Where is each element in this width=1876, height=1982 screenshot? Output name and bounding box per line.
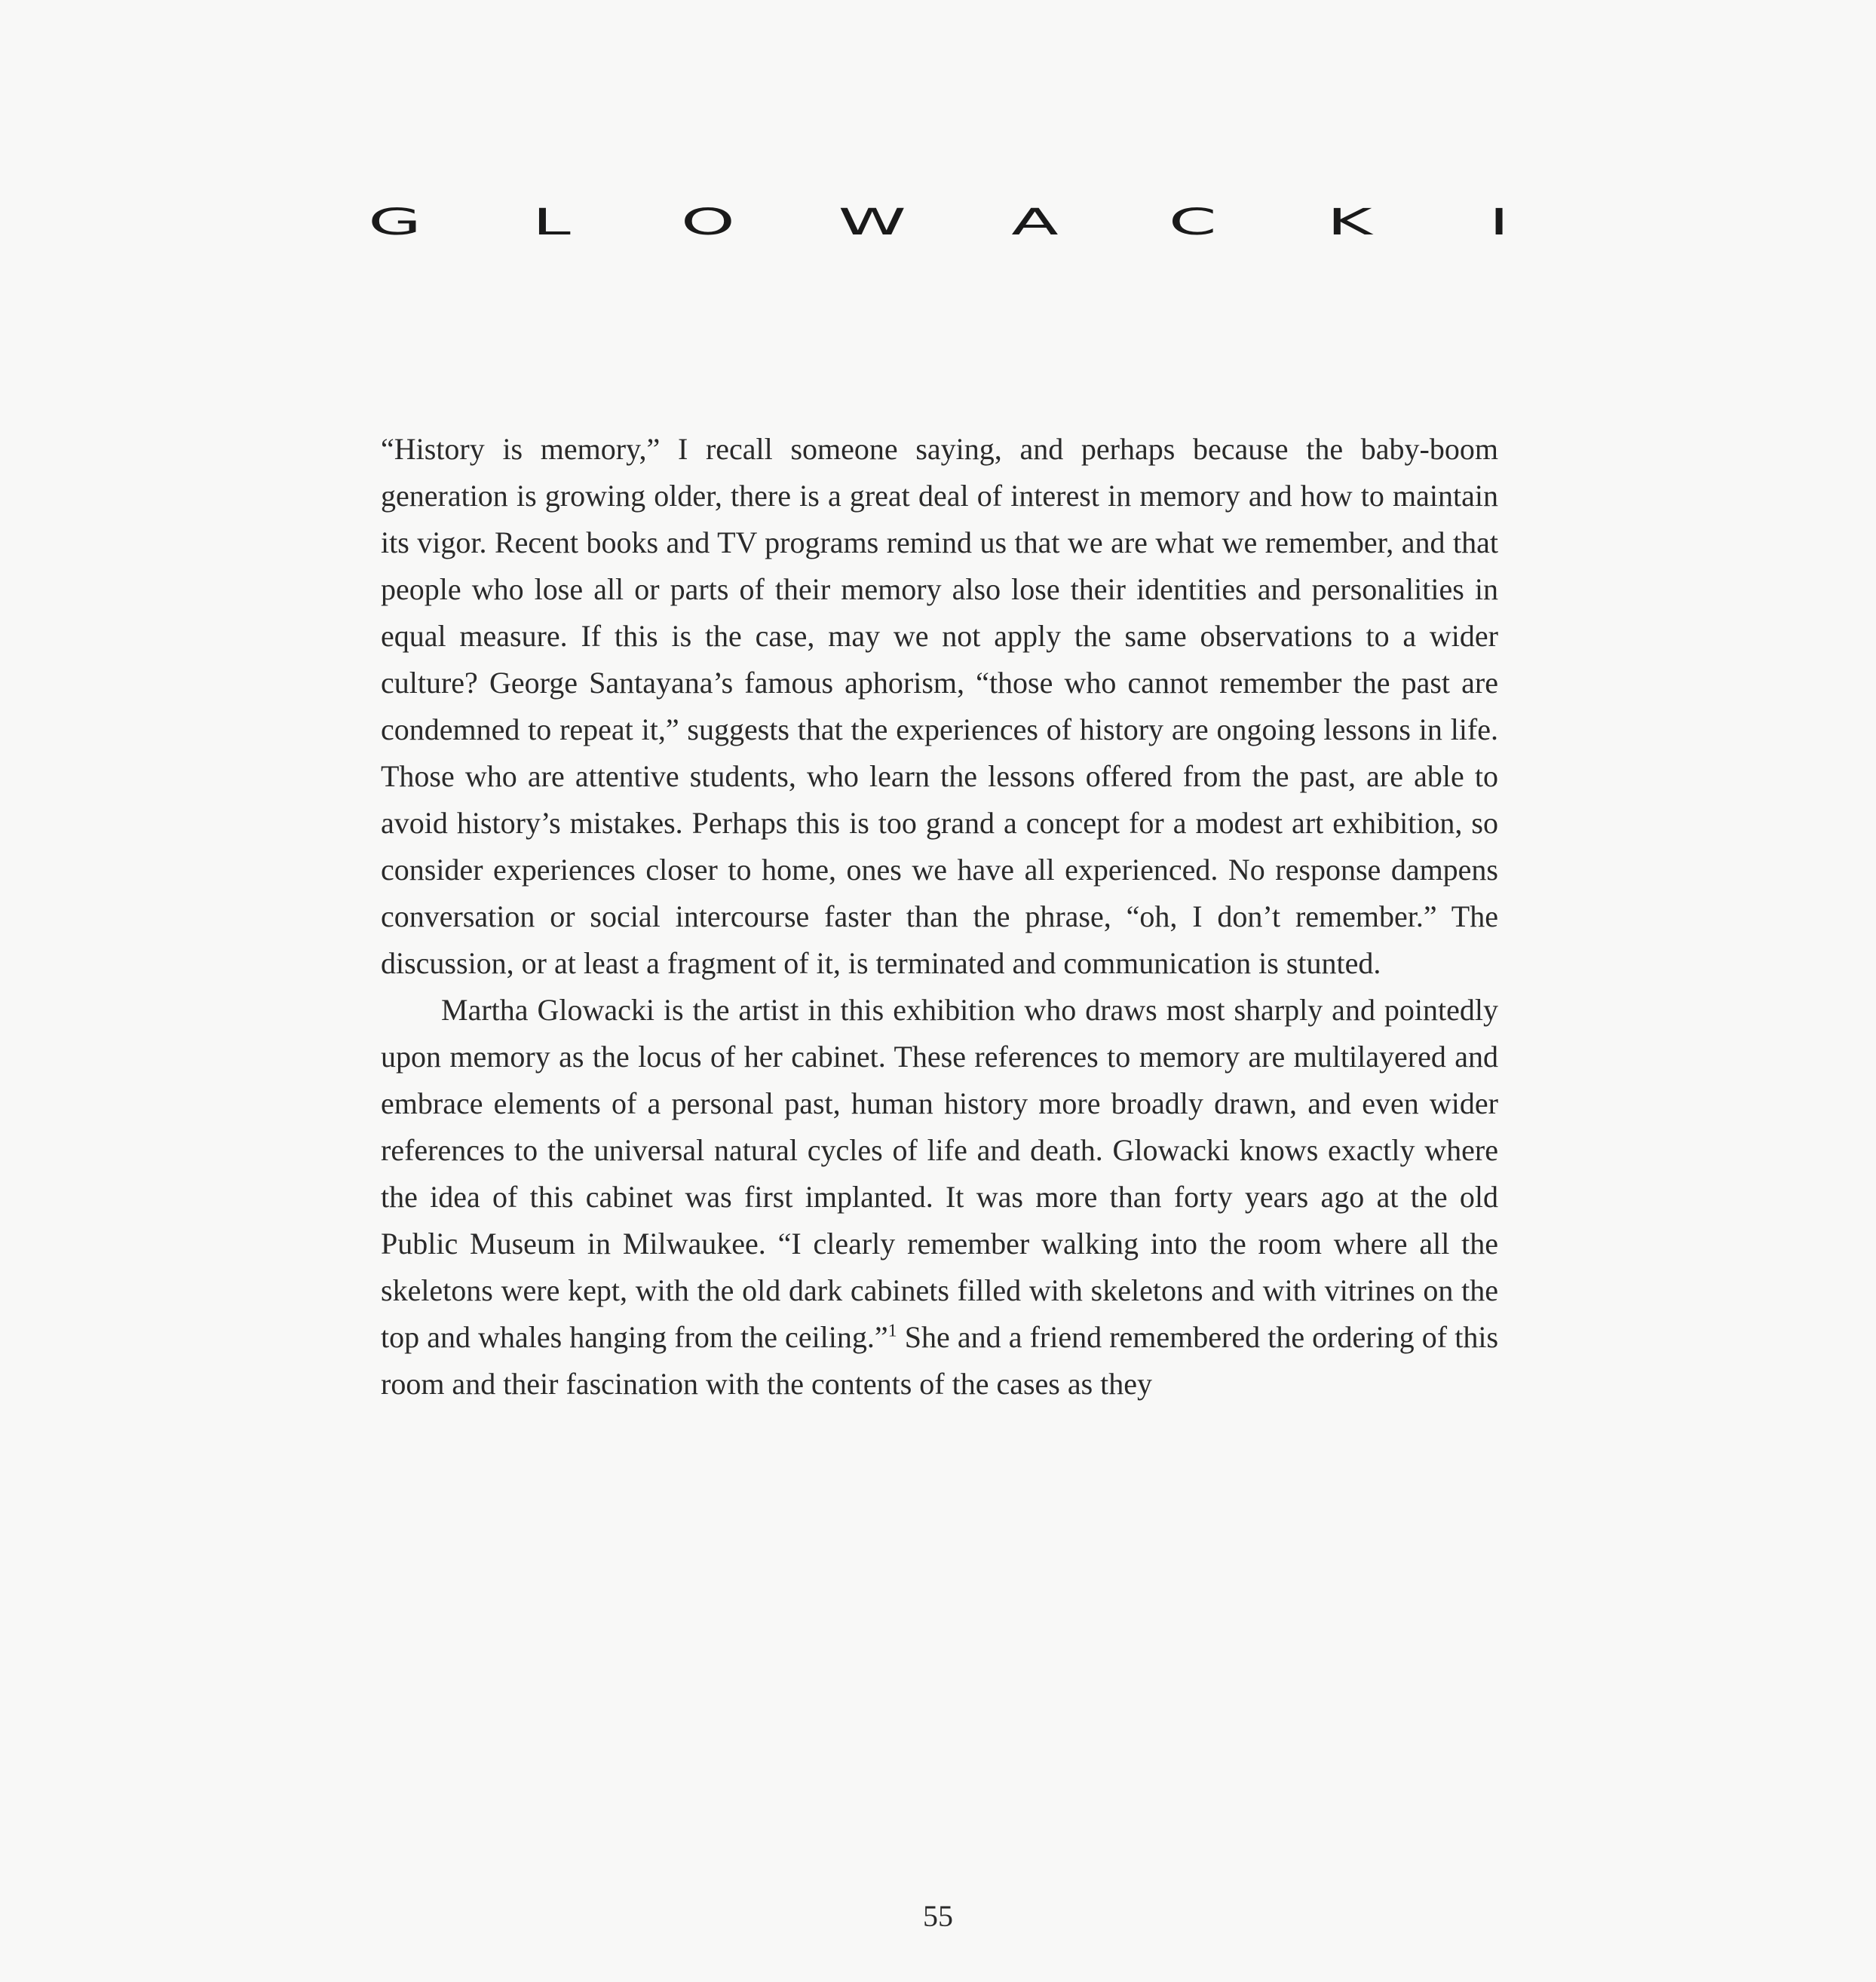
title-letter: C xyxy=(1168,201,1217,244)
title-letter: W xyxy=(838,201,907,244)
footnote-marker: 1 xyxy=(887,1321,897,1341)
title-letter: O xyxy=(681,201,735,244)
paragraph-1: “History is memory,” I recall someone saying, and perhaps because the baby-boom generation is growing older, there is a great deal of interest in memory and how to maintain its vigor. Recent books and TV programs remind us that we are what we remember, and that people who lose all or parts of their memory also lose their identities and personalities in equal measure. If this is the case, may we not apply the same observations to a wider culture? George Santayana’s famous aphorism, “those who cannot remember the past are condemned to repeat it,” suggests that the experiences of history are ongoing lessons in life. Those who are attentive students, who learn the lessons offered from the past, are able to avoid history’s mistakes. Perhaps this is too grand a concept for a modest art exhibition, so consider experiences closer to home, ones we have all experienced. No response dampens conversation or social intercourse faster than the phrase, “oh, I don’t remember.” The discussion, or at least a fragment of it, is terminated and communication is stunted. xyxy=(381,432,1498,980)
title-letter: G xyxy=(368,201,421,244)
page-number: 55 xyxy=(923,1899,953,1933)
body-text xyxy=(381,426,1498,1408)
chapter-title xyxy=(368,200,1510,245)
title-letter: L xyxy=(532,201,571,244)
paragraph-2 xyxy=(381,987,1498,1408)
paragraph-2-text: Martha Glowacki is the artist in this exhibition who draws most sharply and pointedly upon memory as the locus of her cabinet. These references to memory are multilayered and embrace elements of a personal past, human history more broadly drawn, and even wider references to the universal natural cycles of life and death. Glowacki knows exactly where the idea of this cabinet was first implanted. It was more than forty years ago at the old Public Museum in Milwaukee. “I clearly remember walking into the room where all the skeletons were kept, with the old dark cabinets filled with skeletons and with vitrines on the top and whales hanging from the ceiling.” xyxy=(381,993,1498,1354)
title-letter: A xyxy=(1011,201,1059,244)
paragraph-2-continuation: She and a friend remembered the ordering of this room and their fascination with the contents of the cases as they xyxy=(381,1320,1499,1401)
title-letter: I xyxy=(1488,201,1510,244)
title-letter: K xyxy=(1326,201,1372,244)
